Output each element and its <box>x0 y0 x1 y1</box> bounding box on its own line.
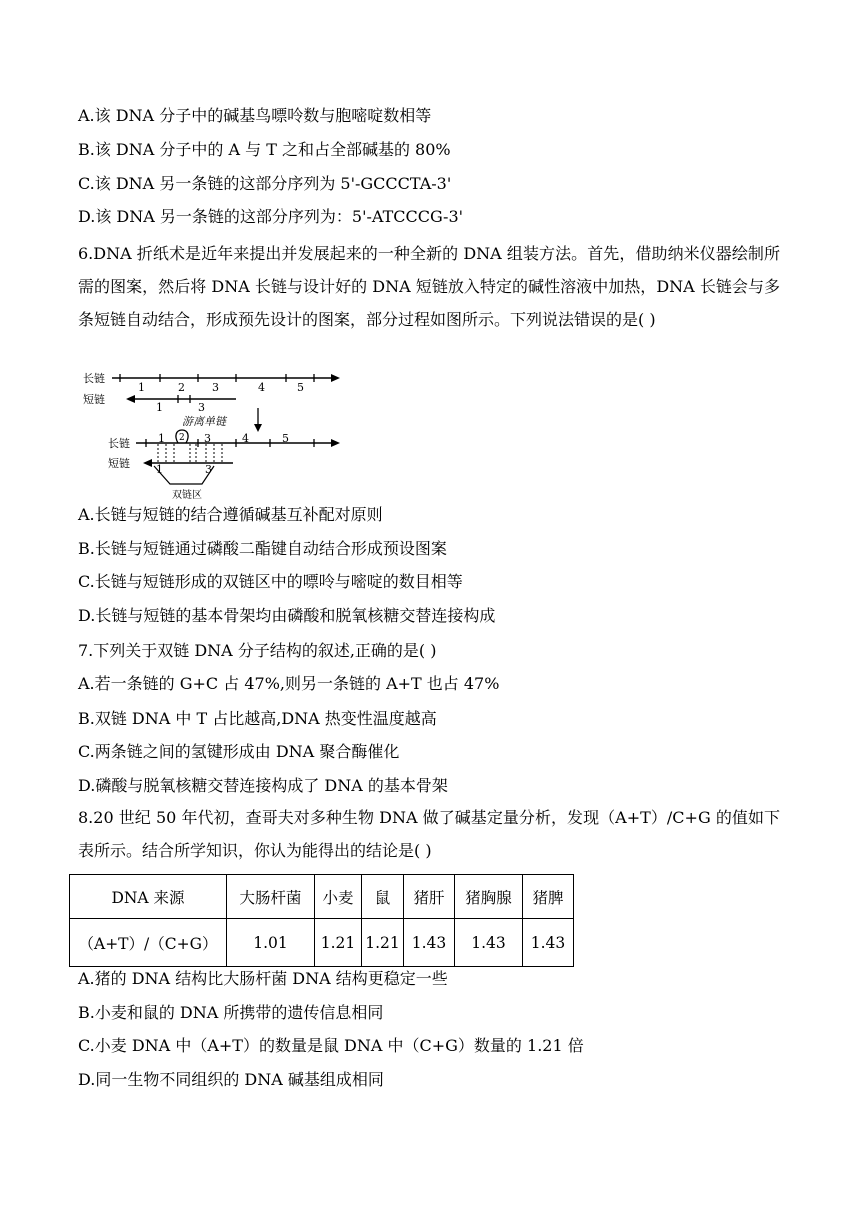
bottom-short-number-3: 3 <box>205 463 212 476</box>
q6-option-b: B.长链与短链通过磷酸二酯键自动结合形成预设图案 <box>78 539 447 558</box>
table-header-cell: 猪胸腺 <box>455 875 523 919</box>
table-header-cell: 猪脾 <box>523 875 574 919</box>
base-pair-dashes <box>158 444 222 462</box>
bottom-long-number-4: 4 <box>242 432 249 445</box>
q5-option-c: C.该 DNA 另一条链的这部分序列为 5'-GCCCTA-3' <box>78 174 452 193</box>
free-single-strand-label: 游离单链 <box>182 415 226 428</box>
table-header-cell: DNA 来源 <box>70 875 227 919</box>
long-strand-label: 长链 <box>83 372 105 385</box>
q6-option-d: D.长链与短链的基本骨架均由磷酸和脱氧核糖交替连接构成 <box>78 606 496 625</box>
bottom-short-number-1: 1 <box>156 463 163 476</box>
q8-option-a: A.猪的 DNA 结构比大肠杆菌 DNA 结构更稳定一些 <box>78 969 448 988</box>
bottom-long-number-1: 1 <box>158 432 165 445</box>
chargaff-table <box>69 874 574 967</box>
short-number-3: 3 <box>198 401 205 414</box>
table-header-cell: 小麦 <box>315 875 362 919</box>
q7-option-c: C.两条链之间的氢键形成由 DNA 聚合酶催化 <box>78 742 400 761</box>
bottom-long-number-5: 5 <box>282 432 289 445</box>
q7-stem: 7.下列关于双链 DNA 分子结构的叙述,正确的是( ) <box>78 641 437 660</box>
table-cell: （A+T）/（C+G） <box>70 919 227 967</box>
bottom-long-strand-label: 长链 <box>108 437 130 450</box>
bottom-long-number-2: 2 <box>179 433 185 443</box>
q5-option-a: A.该 DNA 分子中的碱基鸟嘌呤数与胞嘧啶数相等 <box>78 106 432 125</box>
q8-option-c: C.小麦 DNA 中（A+T）的数量是鼠 DNA 中（C+G）数量的 1.21 倍 <box>78 1036 584 1055</box>
long-number-2: 2 <box>178 381 185 394</box>
q8-stem: 8.20 世纪 50 年代初，查哥夫对多种生物 DNA 做了碱基定量分析，发现（A+T）/C+G 的值如下表所示。结合所学知识，你认为能得出的结论是( ) <box>78 808 780 860</box>
long-number-4: 4 <box>258 381 265 394</box>
table-header-cell: 大肠杆菌 <box>227 875 315 919</box>
dna-origami-diagram <box>78 360 348 500</box>
double-strand-label: 双链区 <box>172 490 202 500</box>
table-header-row <box>70 875 574 919</box>
table-cell: 1.21 <box>315 919 362 967</box>
table-header-cell: 鼠 <box>362 875 404 919</box>
q5-option-d: D.该 DNA 另一条链的这部分序列为：5'-ATCCCG-3' <box>78 207 464 226</box>
q7-option-b: B.双链 DNA 中 T 占比越高,DNA 热变性温度越高 <box>78 709 437 728</box>
table-cell: 1.43 <box>455 919 523 967</box>
short-strand-label: 短链 <box>83 393 105 406</box>
table-cell: 1.43 <box>523 919 574 967</box>
long-number-5: 5 <box>297 381 304 394</box>
table-header-cell: 猪肝 <box>404 875 455 919</box>
q8-option-b: B.小麦和鼠的 DNA 所携带的遗传信息相同 <box>78 1003 384 1022</box>
q8-option-d: D.同一生物不同组织的 DNA 碱基组成相同 <box>78 1070 384 1089</box>
bottom-long-number-3: 3 <box>204 432 211 445</box>
table-cell: 1.21 <box>362 919 404 967</box>
q5-option-b: B.该 DNA 分子中的 A 与 T 之和占全部碱基的 80% <box>78 140 451 159</box>
long-number-3: 3 <box>212 381 219 394</box>
q7-option-d: D.磷酸与脱氧核糖交替连接构成了 DNA 的基本骨架 <box>78 776 448 795</box>
short-number-1: 1 <box>156 401 163 414</box>
q6-option-a: A.长链与短链的结合遵循碱基互补配对原则 <box>78 505 383 524</box>
table-cell: 1.43 <box>404 919 455 967</box>
q6-option-c: C.长链与短链形成的双链区中的嘌呤与嘧啶的数目相等 <box>78 572 463 591</box>
table-cell: 1.01 <box>227 919 315 967</box>
bottom-short-strand-label: 短链 <box>108 457 130 470</box>
q6-stem: 6.DNA 折纸术是近年来提出并发展起来的一种全新的 DNA 组装方法。首先，借助纳米仪器绘制所需的图案，然后将 DNA 长链与设计好的 DNA 短链放入特定的碱性溶液中加热，DNA 长链会与多条短链自动结合，形成预先设计的图案，部分过程如图所示。下列说法错误的是( ) <box>78 244 780 329</box>
table-row <box>70 919 574 967</box>
q7-option-a: A.若一条链的 G+C 占 47%,则另一条链的 A+T 也占 47% <box>78 674 500 693</box>
long-number-1: 1 <box>138 381 145 394</box>
